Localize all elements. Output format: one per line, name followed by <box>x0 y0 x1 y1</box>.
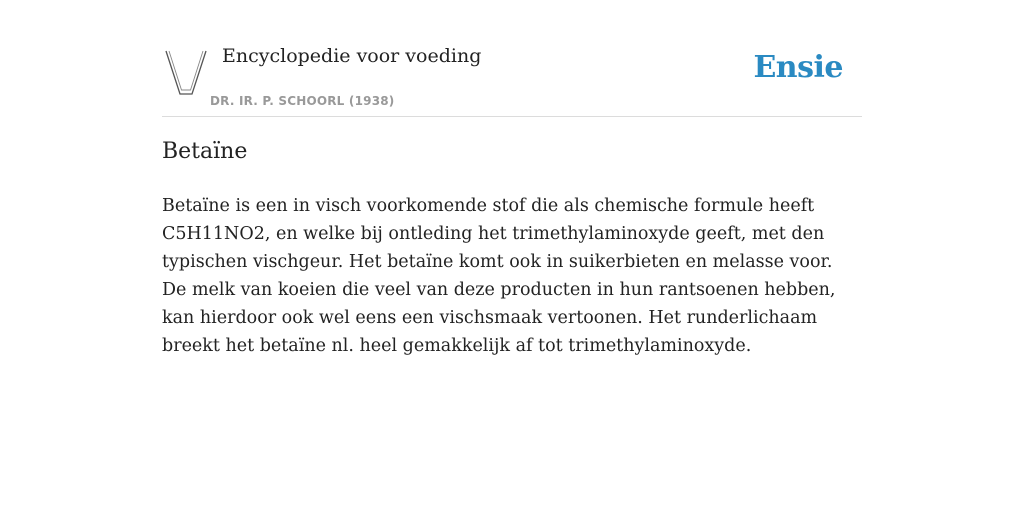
book-title[interactable]: Encyclopedie voor voeding <box>222 45 482 67</box>
entry-title: Betaïne <box>162 139 248 164</box>
v-logo-icon <box>165 48 207 96</box>
entry-body: Betaïne is een in visch voorkomende stof die als chemische formule heeft C5H11NO2, en welke bij ontleding het trimethylaminoxyde geeft, met den typischen vischgeur. Het betaïne komt ook in suikerbieten en melasse voor. De melk van koeien die veel van deze producten in hun rantsoenen hebben, kan hierdoor ook wel eens een vischsmaak vertoonen. Het runderlichaam breekt het betaïne nl. heel gemakkelijk af tot trimethylaminoxyde. <box>162 196 836 356</box>
book-header <box>162 40 862 117</box>
ensie-logo-link[interactable]: Ensie <box>753 50 843 85</box>
book-author: DR. IR. P. SCHOORL (1938) <box>210 94 395 108</box>
